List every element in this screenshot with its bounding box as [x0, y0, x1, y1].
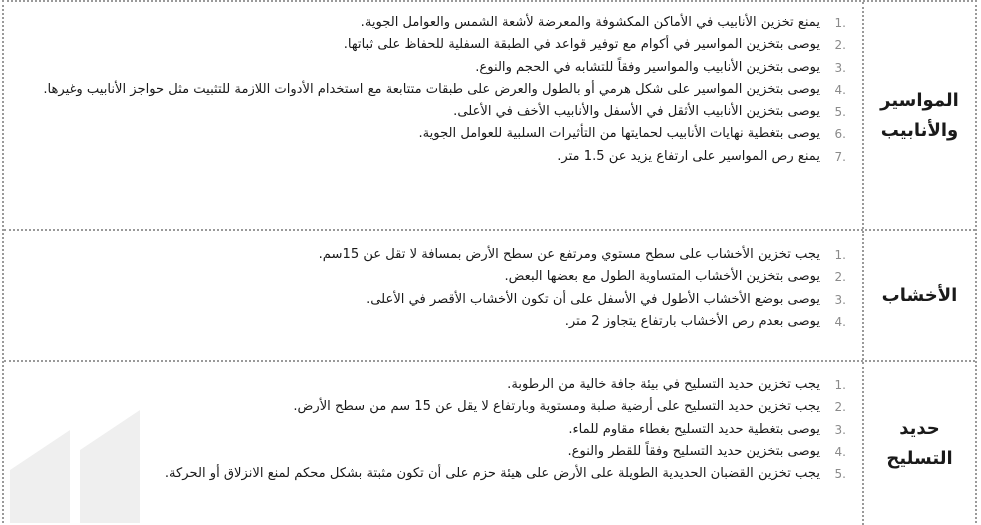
wood-list [14, 244, 846, 333]
watermark-logo-icon [10, 410, 160, 523]
list-item [14, 289, 846, 311]
pipes-list [14, 12, 846, 168]
item-text: يوصى بتغطية نهايات الأنابيب لحمايتها من التأثيرات السلبية للعوامل الجوية. [418, 126, 820, 142]
item-number: 6. [834, 127, 846, 142]
item-text: يوصى بتخزين الأنابيب الأثقل في الأسفل والأنابيب الأخف في الأعلى. [453, 104, 820, 120]
item-text: يوصى بعدم رص الأخشاب بارتفاع يتجاوز 2 متر. [564, 313, 820, 329]
list-item [14, 101, 846, 123]
item-number: 4. [834, 82, 846, 97]
list-item [14, 57, 846, 79]
item-text: يوصى بتخزين المواسير في أكوام مع توفير قواعد في الطبقة السفلية للحفاظ على ثباتها. [343, 37, 820, 53]
item-number: 3. [834, 60, 846, 75]
table-row-wood [4, 231, 975, 362]
item-number: 2. [834, 400, 846, 415]
item-number: 4. [834, 314, 846, 329]
row-heading-rebar: حديد التسليح [862, 362, 975, 525]
list-item [14, 374, 846, 396]
item-text: يوصى بتخزين الأخشاب المتساوية الطول مع بعضها البعض. [504, 269, 820, 285]
item-text: يجب تخزين الأخشاب على سطح مستوي ومرتفع عن سطح الأرض بمسافة لا تقل عن 15سم. [318, 247, 820, 262]
item-number: 5. [834, 105, 846, 120]
list-item [14, 79, 846, 101]
item-number: 2. [834, 38, 846, 53]
list-item [14, 34, 846, 56]
item-text: يوصى بتغطية حديد التسليح بغطاء مقاوم للماء. [568, 421, 820, 437]
item-text: يجب تخزين حديد التسليح على أرضية صلبة ومستوية وبارتفاع لا يقل عن 15 سم من سطح الأرض. [293, 399, 820, 415]
item-number: 1. [834, 378, 846, 392]
table-row-pipes [4, 2, 975, 231]
row-content-wood [4, 231, 862, 360]
item-text: يوصى بوضع الأخشاب الأطول في الأسفل على أن تكون الأخشاب الأقصر في الأعلى. [366, 291, 820, 307]
item-number: 1. [834, 248, 846, 262]
row-heading-pipes: المواسير والأنابيب [862, 2, 975, 229]
item-text: يوصى بتخزين حديد التسليح وفقاً للقطر والنوع. [567, 443, 820, 459]
item-text: يوصى بتخزين المواسير على شكل هرمي أو بالطول والعرض على طبقات متتابعة مع استخدام الأدوات اللازمة للتثبيت مثل حواجز الأنابيب وغيرها. [43, 81, 820, 97]
list-item [14, 244, 846, 266]
list-item [14, 123, 846, 145]
item-number: 1. [834, 16, 846, 30]
row-heading-wood: الأخشاب [862, 231, 975, 360]
item-number: 3. [834, 422, 846, 437]
row-content-pipes [4, 2, 862, 229]
item-number: 3. [834, 292, 846, 307]
item-number: 5. [834, 467, 846, 482]
list-item [14, 12, 846, 34]
item-number: 7. [834, 149, 846, 164]
item-text: يوصى بتخزين الأنابيب والمواسير وفقاً للتشابه في الحجم والنوع. [475, 59, 820, 75]
list-item [14, 311, 846, 333]
item-text: يجب تخزين القضبان الحديدية الطويلة على الأرض على هيئة حزم على أن تكون مثبتة بشكل محكم لمنع الانزلاق أو الحركة. [164, 466, 820, 482]
item-number: 2. [834, 270, 846, 285]
list-item [14, 266, 846, 288]
item-text: يجب تخزين حديد التسليح في بيئة جافة خالية من الرطوبة. [507, 377, 820, 392]
item-text: يمنع رص المواسير على ارتفاع يزيد عن 1.5 متر. [557, 148, 820, 164]
item-text: يمنع تخزين الأنابيب في الأماكن المكشوفة والمعرضة لأشعة الشمس والعوامل الجوية. [360, 15, 820, 30]
item-number: 4. [834, 444, 846, 459]
list-item [14, 146, 846, 168]
